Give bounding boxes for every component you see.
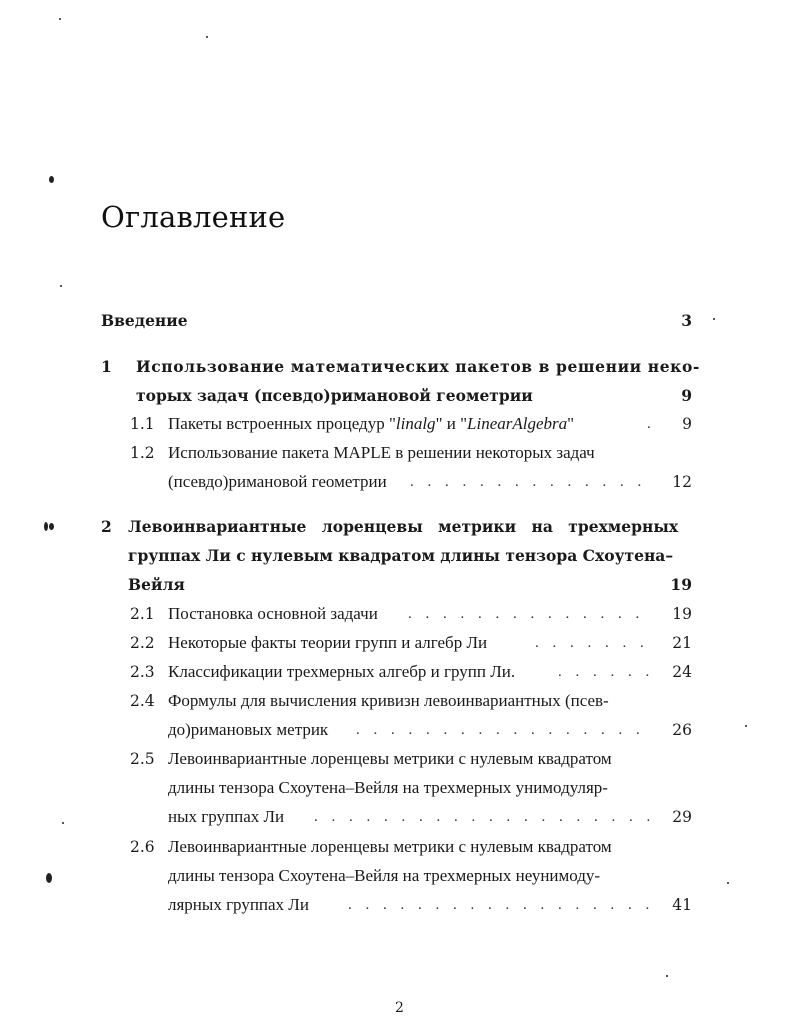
section-2-6-number: 2.6 bbox=[130, 838, 155, 856]
section-2-2-page: 21 bbox=[672, 634, 692, 652]
section-2-2-title: Некоторые факты теории групп и алгебр Ли bbox=[168, 633, 488, 652]
section-2-6-title-line-3: лярных группах Ли bbox=[168, 895, 309, 914]
scan-speck bbox=[46, 873, 52, 883]
chapter-2-title-line-2: группах Ли с нулевым квадратом длины тензора Схоутена– bbox=[128, 546, 674, 565]
section-2-3-page: 24 bbox=[672, 663, 692, 681]
chapter-1-title-line-2: торых задач (псевдо)римановой геометрии bbox=[136, 386, 533, 405]
scan-speck bbox=[44, 522, 48, 531]
leader-dots: . . . . . . . . . . . . . . . . . bbox=[356, 722, 645, 738]
section-1-1-title-part-1: Пакеты встроенных процедур " bbox=[168, 414, 396, 433]
page-title: Оглавление bbox=[101, 200, 286, 234]
section-1-2-number: 1.2 bbox=[130, 444, 155, 462]
section-2-6-page: 41 bbox=[672, 896, 692, 914]
chapter-1-number: 1 bbox=[101, 357, 112, 376]
scan-speck bbox=[49, 176, 54, 183]
scan-speck bbox=[713, 318, 715, 320]
chapter-1-title-line-1: Использование математических пакетов в решении неко- bbox=[136, 357, 700, 376]
leader-dots: . . . . . . . bbox=[535, 635, 649, 651]
section-2-4-title-line-2: до)римановых метрик bbox=[168, 720, 329, 739]
leader-dots: . bbox=[647, 416, 656, 432]
section-2-5-title-line-2: длины тензора Схоутена–Вейля на трехмерных унимодуляр- bbox=[168, 778, 608, 797]
section-2-3-number: 2.3 bbox=[130, 663, 155, 681]
toc-entry-intro-page: 3 bbox=[681, 311, 692, 330]
chapter-2-title-line-1: Левоинвариантные лоренцевы метрики на трехмерных bbox=[128, 517, 679, 536]
scan-speck bbox=[62, 822, 64, 824]
section-1-2-title-line-1: Использование пакета MAPLE в решении некоторых задач bbox=[168, 443, 595, 462]
section-2-1-page: 19 bbox=[672, 605, 692, 623]
chapter-2-number: 2 bbox=[101, 517, 112, 536]
section-2-4-title-line-1: Формулы для вычисления кривизн левоинвариантных (псев- bbox=[168, 691, 609, 710]
leader-dots: . . . . . . . . . . . . . . . . . . bbox=[348, 897, 655, 913]
section-1-1-title-italic-1: linalg bbox=[395, 414, 436, 433]
section-2-4-page: 26 bbox=[672, 721, 692, 739]
section-2-5-number: 2.5 bbox=[130, 750, 155, 768]
section-1-1-page: 9 bbox=[682, 415, 692, 433]
scan-speck bbox=[49, 523, 54, 530]
page-number: 2 bbox=[395, 1000, 404, 1016]
scan-speck bbox=[59, 18, 61, 20]
scan-speck bbox=[60, 285, 62, 287]
section-2-1-number: 2.1 bbox=[130, 605, 155, 623]
scan-speck bbox=[666, 975, 668, 977]
chapter-1-page: 9 bbox=[681, 386, 692, 405]
section-2-5-page: 29 bbox=[672, 808, 692, 826]
section-1-2-page: 12 bbox=[672, 473, 692, 491]
section-2-6-title-line-1: Левоинвариантные лоренцевы метрики с нулевым квадратом bbox=[168, 837, 612, 856]
section-2-4-number: 2.4 bbox=[130, 692, 155, 710]
leader-dots: . . . . . . . . . . . . . . . . . . . . bbox=[314, 809, 656, 825]
section-1-1-title bbox=[168, 414, 574, 434]
section-1-1-title-italic-2: LinearAlgebra bbox=[467, 414, 568, 433]
section-2-5-title-line-1: Левоинвариантные лоренцевы метрики с нулевым квадратом bbox=[168, 749, 612, 768]
scan-speck bbox=[206, 36, 208, 38]
chapter-2-title-line-3: Вейля bbox=[128, 575, 185, 594]
section-2-5-title-line-3: ных группах Ли bbox=[168, 807, 285, 826]
chapter-2-page: 19 bbox=[670, 575, 692, 594]
scan-speck bbox=[745, 725, 747, 727]
scan-speck bbox=[727, 882, 729, 884]
leader-dots: . . . . . . bbox=[558, 664, 655, 680]
section-1-1-title-part-3: " и " bbox=[435, 414, 468, 433]
section-2-6-title-line-2: длины тензора Схоутена–Вейля на трехмерных неунимоду- bbox=[168, 866, 601, 885]
section-1-1-number: 1.1 bbox=[130, 415, 155, 433]
leader-dots: . . . . . . . . . . . . . . bbox=[408, 606, 645, 622]
section-2-1-title: Постановка основной задачи bbox=[168, 604, 378, 623]
section-1-1-title-part-5: " bbox=[567, 414, 575, 433]
section-2-3-title: Классификации трехмерных алгебр и групп Ли. bbox=[168, 662, 516, 681]
leader-dots: . . . . . . . . . . . . . . bbox=[410, 474, 647, 490]
section-2-2-number: 2.2 bbox=[130, 634, 155, 652]
section-1-2-title-line-2: (псевдо)римановой геометрии bbox=[168, 472, 387, 491]
toc-entry-intro-title: Введение bbox=[101, 311, 188, 330]
